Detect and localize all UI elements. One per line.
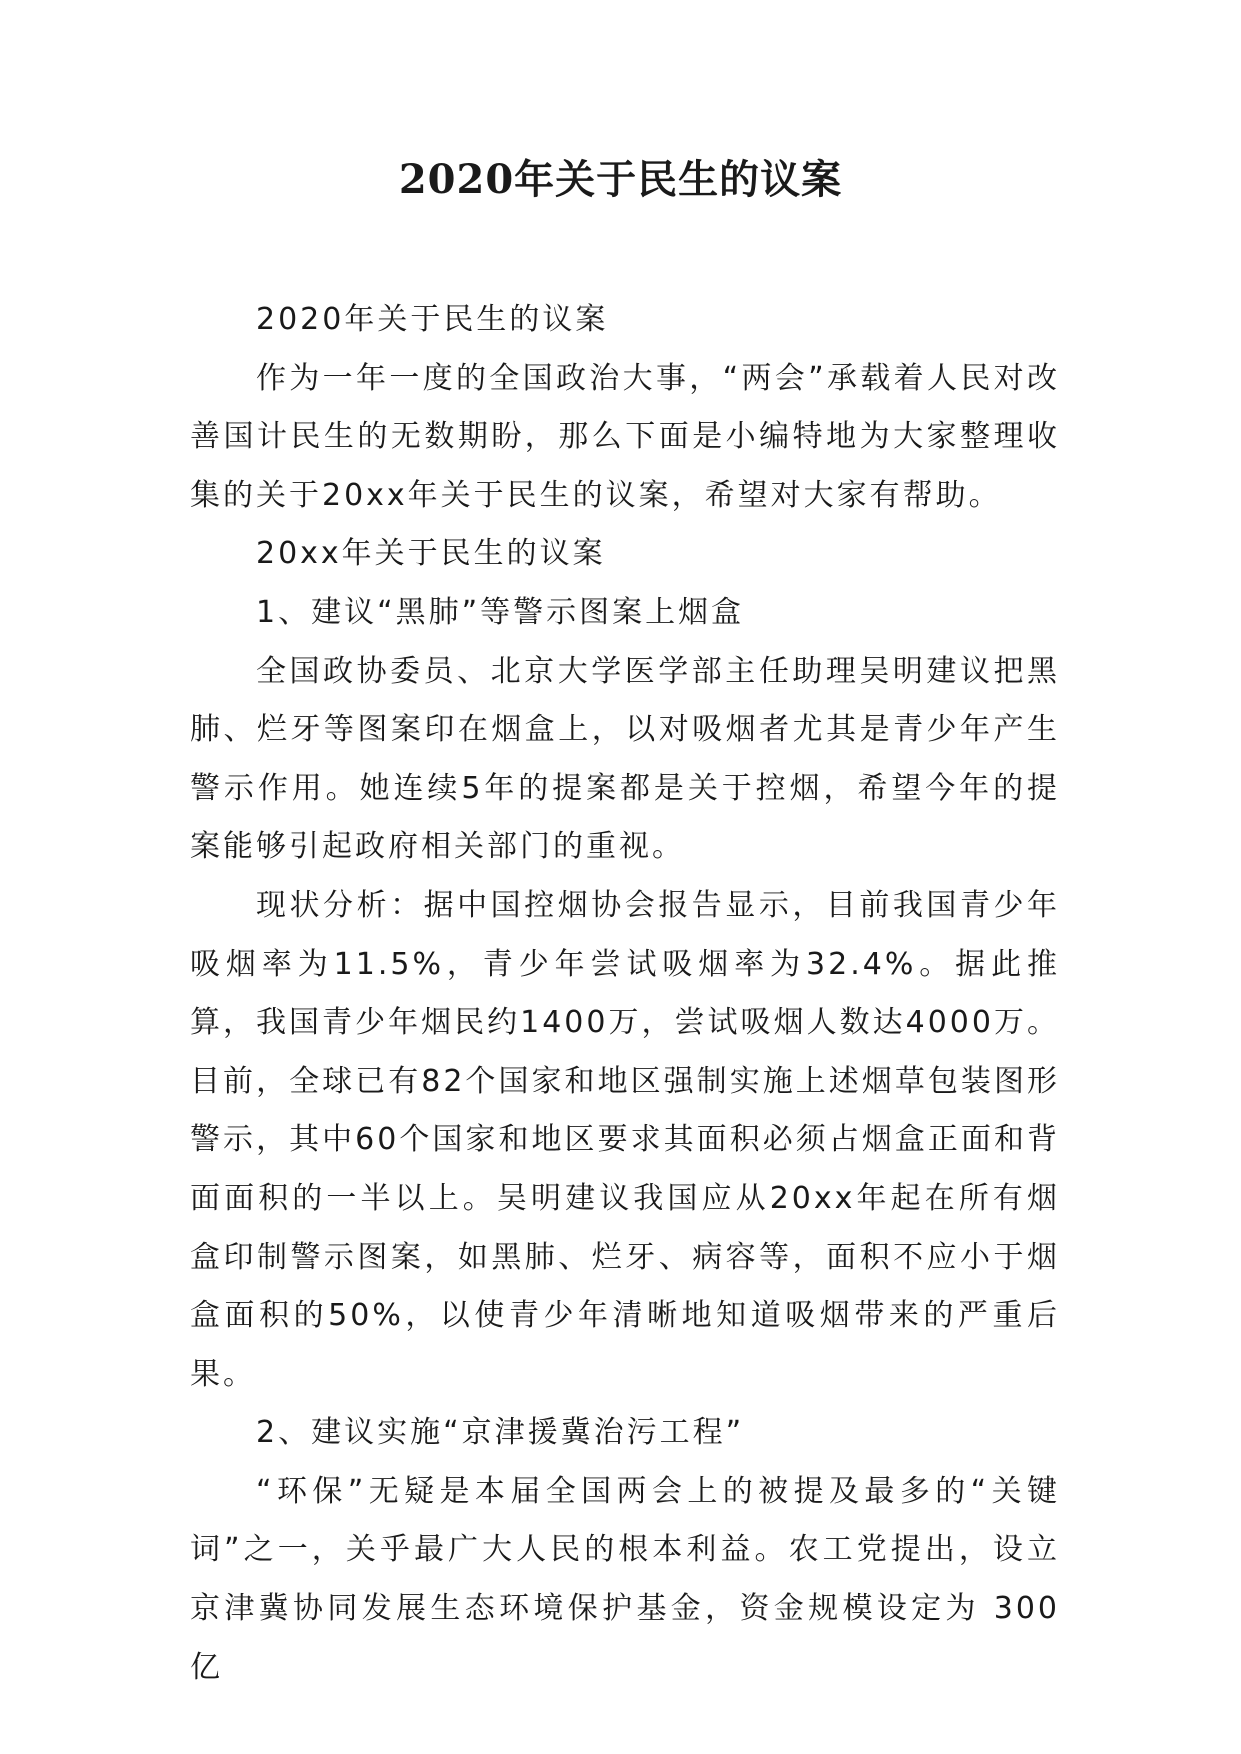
document-title: 2020年关于民生的议案 bbox=[398, 156, 843, 203]
section-heading: 2、建议实施“京津援冀治污工程” bbox=[256, 1415, 745, 1451]
body-paragraph: 全国政协委员、北京大学医学部主任助理吴明建议把黑肺、烂牙等图案印在烟盒上，以对吸烟者尤其是青少年产生警示作用。她连续5年的提案都是关于控烟，希望今年的提案能够引起政府相关部门的重视。 bbox=[190, 653, 1060, 865]
body-paragraph: “环保”无疑是本届全国两会上的被提及最多的“关键词”之一，关乎最广大人民的根本利益。农工党提出，设立京津冀协同发展生态环境保护基金，资金规模设定为 300亿 bbox=[190, 1473, 1060, 1685]
body-paragraph: 作为一年一度的全国政治大事，“两会”承载着人民对改善国计民生的无数期盼，那么下面是小编特地为大家整理收集的关于20xx年关于民生的议案，希望对大家有帮助。 bbox=[190, 360, 1060, 513]
document-body bbox=[190, 291, 1060, 1697]
body-paragraph: 现状分析：据中国控烟协会报告显示，目前我国青少年吸烟率为11.5%，青少年尝试吸烟率为32.4%。据此推算，我国青少年烟民约1400万，尝试吸烟人数达4000万。目前，全球已有82个国家和地区强制实施上述烟草包装图形警示，其中60个国家和地区要求其面积必须占烟盒正面和背面面积的一半以上。吴明建议我国应从20xx年起在所有烟盒印制警示图案，如黑肺、烂牙、病容等，面积不应小于烟盒面积的50%，以使青少年清晰地知道吸烟带来的严重后果。 bbox=[190, 887, 1060, 1392]
section-heading: 2020年关于民生的议案 bbox=[256, 302, 609, 337]
section-heading: 20xx年关于民生的议案 bbox=[256, 536, 606, 572]
section-heading: 1、建议“黑肺”等警示图案上烟盒 bbox=[256, 594, 745, 630]
